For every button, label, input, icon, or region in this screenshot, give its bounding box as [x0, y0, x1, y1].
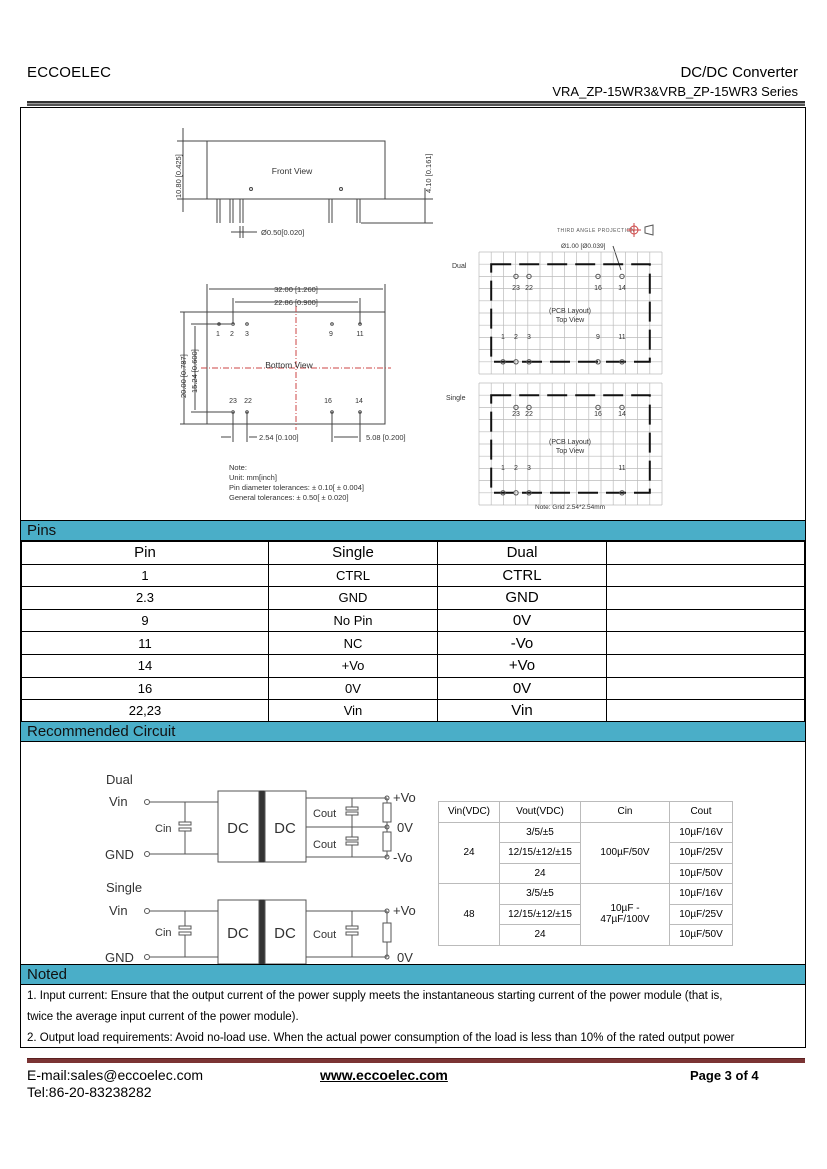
hole-dimension: Ø1.00 [Ø0.039]: [561, 243, 606, 250]
drawing-note: Unit: mm[inch]: [229, 473, 277, 482]
capacitor-table: [438, 801, 733, 946]
dual-layout-label: Dual: [452, 263, 467, 270]
projection-label: THIRD ANGLE PROJECTION: [557, 228, 635, 234]
pin-span-dimension: 22.86 [0.900]: [274, 298, 318, 307]
cap-table-cell: 12/15/±12/±15: [500, 843, 581, 864]
pins-table-cell: GND: [438, 587, 607, 610]
pins-table-cell: -Vo: [438, 632, 607, 655]
pins-table-row: [22, 632, 805, 655]
pins-table-cell: +Vo: [438, 654, 607, 677]
pin-label: 9: [329, 331, 333, 338]
cap-table-cell: 10µF/16V: [670, 822, 733, 843]
cap-table-header: Vin(VDC): [439, 802, 500, 823]
pins-table-cell: CTRL: [269, 564, 438, 587]
note-line: 2. Output load requirements: Avoid no-load use. When the actual power consumption of the load is less than 10% of the rated output power: [27, 1032, 735, 1044]
cap-table-cell: 24: [500, 925, 581, 946]
pcb-pin-label: 2: [514, 334, 518, 341]
single-vo-pos-label: +Vo: [393, 903, 416, 918]
pin-label: 2: [230, 331, 234, 338]
cap-table-cell: 10µF/25V: [670, 904, 733, 925]
cap-table-cell: 10µF/25V: [670, 843, 733, 864]
pcb-top-view-label: Top View: [555, 317, 585, 324]
pcb-pin-label: 3: [527, 465, 531, 472]
dual-dc-output-label: DC: [274, 820, 296, 837]
footer-telephone: Tel:86-20-83238282: [27, 1084, 152, 1100]
dual-cin-label: Cin: [155, 823, 172, 835]
pin-label: 14: [355, 398, 363, 405]
dual-label: Dual: [106, 772, 133, 787]
pcb-pin-label: 16: [594, 285, 602, 292]
pcb-pin-label: 2: [514, 465, 518, 472]
pin-label: 22: [244, 398, 252, 405]
pins-table-header-row: [22, 542, 805, 565]
dual-vin-label: Vin: [109, 794, 128, 809]
pins-table-header-cell: Pin: [22, 542, 269, 565]
pins-table-cell: [607, 654, 805, 677]
pins-table-row: [22, 609, 805, 632]
single-cout-label: Cout: [313, 929, 337, 941]
footer-divider: [27, 1058, 805, 1063]
pins-table: [21, 541, 805, 723]
pin-label: 11: [356, 331, 364, 338]
single-cin-label: Cin: [155, 927, 172, 939]
height-dimension: 10.80 [0.425]: [174, 154, 183, 198]
cap-table-cell: 100µF/50V: [581, 822, 670, 884]
cap-table-cell: 24: [500, 863, 581, 884]
cap-table-cell: 3/5/±5: [500, 822, 581, 843]
pins-table-cell: 0V: [438, 609, 607, 632]
cap-table-cell: 10µF/50V: [670, 863, 733, 884]
bottom-view-label: Bottom View: [265, 360, 313, 370]
pins-table-cell: 22,23: [22, 700, 269, 723]
pins-table-header-cell: Dual: [438, 542, 607, 565]
pins-table-cell: 0V: [269, 677, 438, 700]
pcb-layout-label: (PCB Layout): [548, 308, 592, 315]
pins-table-cell: 14: [22, 654, 269, 677]
pcb-pin-label: 14: [618, 411, 626, 418]
single-layout-label: Single: [446, 395, 466, 402]
pin-label: 16: [324, 398, 332, 405]
pcb-pin-label: 22: [525, 285, 533, 292]
transformer-bar: [260, 900, 264, 964]
pins-table-cell: [607, 587, 805, 610]
cap-table-row: [439, 822, 733, 843]
pins-table-row: [22, 677, 805, 700]
cap-table-cell: 24: [439, 822, 500, 884]
single-dc-input-label: DC: [227, 925, 249, 942]
pins-table-cell: 1: [22, 564, 269, 587]
dual-dc-input-label: DC: [227, 820, 249, 837]
single-gnd-label: GND: [105, 950, 134, 964]
front-view-label: Front View: [271, 166, 313, 176]
transformer-bar: [260, 791, 264, 862]
pcb-pin-label: 14: [618, 285, 626, 292]
pcb-pin-label: 22: [525, 411, 533, 418]
pcb-layout-label: (PCB Layout): [548, 439, 592, 446]
dual-cout2-label: Cout: [313, 839, 337, 851]
pcb-pin-label: 23: [512, 285, 520, 292]
single-dc-output-label: DC: [274, 925, 296, 942]
single-vin-label: Vin: [109, 903, 128, 918]
row-span-dimension: 15.24 [0.600]: [190, 349, 199, 393]
pcb-pin-label: 11: [618, 465, 626, 472]
header-divider: [27, 101, 805, 106]
pins-table-cell: [607, 700, 805, 723]
drawing-note: Note:: [229, 463, 247, 472]
cap-table-cell: 12/15/±12/±15: [500, 904, 581, 925]
pins-table-row: [22, 564, 805, 587]
pins-table-cell: CTRL: [438, 564, 607, 587]
single-0v-label: 0V: [397, 950, 413, 964]
pins-table-cell: 0V: [438, 677, 607, 700]
drawing-note: Pin diameter tolerances: ± 0.10[ ± 0.004]: [229, 483, 364, 492]
pins-table-row: [22, 587, 805, 610]
pins-table-cell: GND: [269, 587, 438, 610]
dual-vo-neg-label: -Vo: [393, 850, 413, 865]
grid-note: Note: Grid 2.54*2.54mm: [534, 504, 606, 511]
dual-cout1-label: Cout: [313, 808, 337, 820]
pcb-pin-label: 9: [596, 334, 600, 341]
pin-label: 23: [229, 398, 237, 405]
notes-text: [21, 986, 805, 1049]
pcb-pin-label: 11: [618, 334, 626, 341]
projection-symbol-icon: [627, 223, 653, 237]
pcb-pin-label: 16: [594, 411, 602, 418]
pcb-pin-label: 1: [501, 465, 505, 472]
width-dimension: 32.00 [1.260]: [274, 285, 318, 294]
cap-table-cell: 3/5/±5: [500, 884, 581, 905]
dual-vo-pos-label: +Vo: [393, 790, 416, 805]
cap-table-header: Vout(VDC): [500, 802, 581, 823]
note-line: 1. Input current: Ensure that the output current of the power supply meets the instantaneous starting current of the power module (that is,: [27, 990, 723, 1002]
pins-table-cell: No Pin: [269, 609, 438, 632]
pin-diameter-dimension: Ø0.50[0.020]: [261, 228, 305, 237]
cap-table-row: [439, 884, 733, 905]
footer-email: E-mail:sales@eccoelec.com: [27, 1067, 204, 1083]
pins-table-row: [22, 700, 805, 723]
page-number: Page 3 of 4: [690, 1068, 759, 1083]
series-name: VRA_ZP-15WR3&VRB_ZP-15WR3 Series: [552, 84, 798, 99]
pcb-pin-label: 3: [527, 334, 531, 341]
pins-table-cell: Vin: [269, 700, 438, 723]
circuit-section-header: Recommended Circuit: [21, 721, 805, 742]
single-label: Single: [106, 880, 143, 895]
pins-table-cell: 2.3: [22, 587, 269, 610]
pins-table-cell: +Vo: [269, 654, 438, 677]
pitch-dimension: 2.54 [0.100]: [259, 433, 299, 442]
footer-website-link[interactable]: www.eccoelec.com: [320, 1067, 448, 1083]
pins-table-cell: [607, 609, 805, 632]
pins-table-cell: Vin: [438, 700, 607, 723]
cap-table-cell: 10µF/16V: [670, 884, 733, 905]
pins-table-cell: [607, 632, 805, 655]
depth-dimension: 20.00 [0.787]: [179, 354, 188, 398]
company-name: ECCOELEC: [27, 64, 112, 81]
pins-section-header: Pins: [21, 520, 805, 541]
cap-table-cell: 48: [439, 884, 500, 946]
dual-0v-label: 0V: [397, 820, 413, 835]
pins-table-cell: 16: [22, 677, 269, 700]
pcb-pin-label: 1: [501, 334, 505, 341]
product-type: DC/DC Converter: [680, 64, 798, 81]
pins-table-cell: 9: [22, 609, 269, 632]
pin-label: 3: [245, 331, 249, 338]
cap-table-cell: 10µF - 47µF/100V: [581, 884, 670, 946]
cap-table-header: Cout: [670, 802, 733, 823]
noted-section-header: Noted: [21, 964, 805, 985]
pin-label: 1: [216, 331, 220, 338]
pins-table-cell: NC: [269, 632, 438, 655]
pins-table-cell: [607, 677, 805, 700]
pins-table-row: [22, 654, 805, 677]
cap-table-cell: 10µF/50V: [670, 925, 733, 946]
mechanical-drawing: [21, 108, 805, 520]
pins-table-cell: [607, 564, 805, 587]
pins-table-header-cell: [607, 542, 805, 565]
dual-gnd-label: GND: [105, 847, 134, 862]
content-frame: [20, 107, 806, 1048]
note-line: twice the average input current of the power module).: [27, 1011, 299, 1023]
pitch2-dimension: 5.08 [0.200]: [366, 433, 406, 442]
pins-table-cell: 11: [22, 632, 269, 655]
pcb-top-view-label: Top View: [555, 448, 585, 455]
pin-length-dimension: 4.10 [0.161]: [424, 153, 433, 193]
cap-table-header: Cin: [581, 802, 670, 823]
pins-table-header-cell: Single: [269, 542, 438, 565]
pcb-pin-label: 23: [512, 411, 520, 418]
drawing-note: General tolerances: ± 0.50[ ± 0.020]: [229, 493, 349, 502]
